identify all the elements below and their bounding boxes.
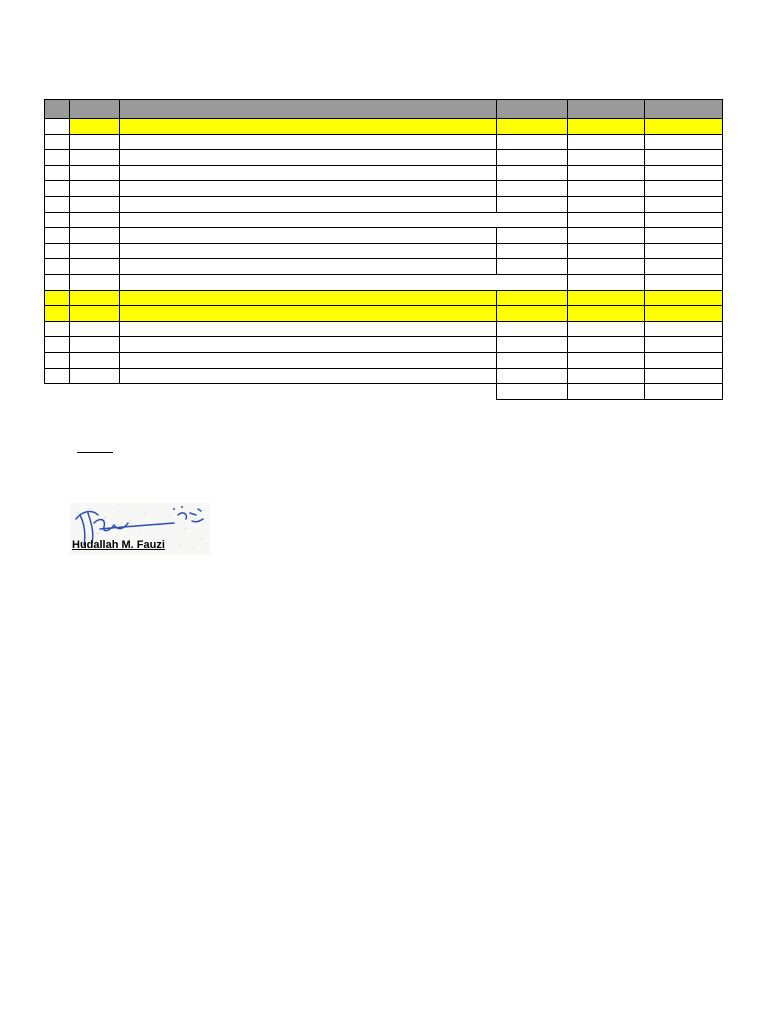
table-cell bbox=[645, 306, 723, 322]
table-cell bbox=[70, 306, 120, 322]
table-cell bbox=[645, 196, 723, 212]
table-cell bbox=[497, 321, 568, 337]
table-cell bbox=[70, 212, 120, 228]
table-cell bbox=[120, 165, 497, 181]
header-cell bbox=[70, 100, 120, 119]
table-cell bbox=[120, 134, 497, 150]
table-cell bbox=[568, 321, 645, 337]
table-cell bbox=[645, 274, 723, 290]
table-cell bbox=[70, 119, 120, 135]
header-cell bbox=[45, 100, 70, 119]
data-table bbox=[44, 99, 723, 400]
table-row bbox=[45, 321, 723, 337]
table-cell bbox=[497, 165, 568, 181]
table-cell bbox=[645, 212, 723, 228]
table-cell bbox=[568, 228, 645, 244]
table-cell bbox=[568, 212, 645, 228]
table-cell bbox=[568, 259, 645, 275]
table-row bbox=[45, 228, 723, 244]
table-cell bbox=[120, 119, 497, 135]
table-cell bbox=[70, 321, 120, 337]
table-cell bbox=[645, 321, 723, 337]
table-cell bbox=[45, 119, 70, 135]
table-cell bbox=[568, 368, 645, 384]
table-cell bbox=[645, 337, 723, 353]
table-cell bbox=[70, 181, 120, 197]
table-cell bbox=[120, 243, 497, 259]
table-cell bbox=[497, 150, 568, 166]
table-cell bbox=[645, 134, 723, 150]
table-cell bbox=[45, 274, 70, 290]
header-cell bbox=[120, 100, 497, 119]
table-row bbox=[45, 150, 723, 166]
table-cell bbox=[45, 181, 70, 197]
table-cell bbox=[70, 274, 120, 290]
table-cell bbox=[645, 352, 723, 368]
table-cell bbox=[497, 259, 568, 275]
table-cell bbox=[70, 384, 120, 400]
table-cell bbox=[120, 290, 497, 306]
table-cell bbox=[568, 134, 645, 150]
table-cell bbox=[645, 181, 723, 197]
table-cell bbox=[568, 337, 645, 353]
signature-block bbox=[70, 503, 210, 555]
table-cell bbox=[645, 150, 723, 166]
table-cell bbox=[70, 134, 120, 150]
table-cell bbox=[70, 368, 120, 384]
table-row bbox=[45, 274, 723, 290]
table-cell bbox=[45, 337, 70, 353]
table-cell bbox=[645, 259, 723, 275]
signer-name: Hudallah M. Fauzi bbox=[72, 539, 165, 551]
table-total-row bbox=[45, 384, 723, 400]
table-row-highlighted bbox=[45, 119, 723, 135]
table-cell bbox=[497, 134, 568, 150]
table-cell bbox=[45, 259, 70, 275]
total-cell bbox=[645, 384, 723, 400]
table-cell bbox=[120, 196, 497, 212]
table-cell bbox=[120, 321, 497, 337]
table-cell bbox=[45, 212, 70, 228]
table-cell bbox=[497, 196, 568, 212]
table-cell bbox=[645, 228, 723, 244]
table-cell bbox=[120, 274, 568, 290]
table-cell bbox=[45, 243, 70, 259]
table-cell bbox=[45, 196, 70, 212]
table-cell bbox=[45, 150, 70, 166]
table-cell bbox=[120, 228, 497, 244]
table-row bbox=[45, 181, 723, 197]
table-cell bbox=[45, 228, 70, 244]
table-cell bbox=[70, 150, 120, 166]
table-cell bbox=[70, 337, 120, 353]
table-cell bbox=[497, 368, 568, 384]
table-cell bbox=[568, 181, 645, 197]
table-cell bbox=[497, 352, 568, 368]
table-cell bbox=[568, 165, 645, 181]
table-cell bbox=[45, 384, 70, 400]
table-cell bbox=[45, 368, 70, 384]
table-cell bbox=[70, 165, 120, 181]
table-row-highlighted bbox=[45, 290, 723, 306]
table-row bbox=[45, 165, 723, 181]
table-cell bbox=[45, 165, 70, 181]
table-row bbox=[45, 368, 723, 384]
table-cell bbox=[70, 290, 120, 306]
table-cell bbox=[497, 119, 568, 135]
table-cell bbox=[497, 290, 568, 306]
table-cell bbox=[497, 306, 568, 322]
table-cell bbox=[568, 290, 645, 306]
total-cell bbox=[497, 384, 568, 400]
table-cell bbox=[645, 368, 723, 384]
table-row bbox=[45, 212, 723, 228]
table-cell bbox=[497, 337, 568, 353]
table-cell bbox=[120, 181, 497, 197]
header-cell bbox=[568, 100, 645, 119]
table-cell bbox=[120, 150, 497, 166]
table-row bbox=[45, 352, 723, 368]
table-row bbox=[45, 259, 723, 275]
table-row-highlighted bbox=[45, 306, 723, 322]
table-cell bbox=[568, 274, 645, 290]
table-cell bbox=[568, 306, 645, 322]
table-cell bbox=[497, 243, 568, 259]
table-cell bbox=[45, 321, 70, 337]
table-cell bbox=[45, 352, 70, 368]
table-cell bbox=[120, 352, 497, 368]
table-cell bbox=[568, 119, 645, 135]
header-cell bbox=[497, 100, 568, 119]
table-cell bbox=[568, 352, 645, 368]
table-cell bbox=[70, 196, 120, 212]
table-cell bbox=[45, 134, 70, 150]
table-cell bbox=[568, 196, 645, 212]
table-cell bbox=[497, 228, 568, 244]
table-row bbox=[45, 337, 723, 353]
table-cell bbox=[45, 306, 70, 322]
table-cell bbox=[120, 368, 497, 384]
table-cell bbox=[568, 150, 645, 166]
table-cell bbox=[497, 181, 568, 197]
table-row bbox=[45, 243, 723, 259]
table-cell bbox=[70, 259, 120, 275]
table-cell bbox=[45, 290, 70, 306]
table-cell bbox=[120, 337, 497, 353]
table-cell bbox=[568, 243, 645, 259]
table-header-row bbox=[45, 100, 723, 119]
table-cell bbox=[645, 165, 723, 181]
table-cell bbox=[645, 290, 723, 306]
table-cell bbox=[120, 306, 497, 322]
table-row bbox=[45, 196, 723, 212]
total-cell bbox=[568, 384, 645, 400]
table-cell bbox=[645, 119, 723, 135]
note-underline bbox=[77, 452, 113, 453]
header-cell bbox=[645, 100, 723, 119]
table-cell bbox=[70, 352, 120, 368]
table-cell bbox=[120, 259, 497, 275]
table-row bbox=[45, 134, 723, 150]
table-cell bbox=[120, 212, 568, 228]
table-cell bbox=[120, 384, 497, 400]
table-cell bbox=[70, 228, 120, 244]
table-cell bbox=[70, 243, 120, 259]
table-cell bbox=[645, 243, 723, 259]
